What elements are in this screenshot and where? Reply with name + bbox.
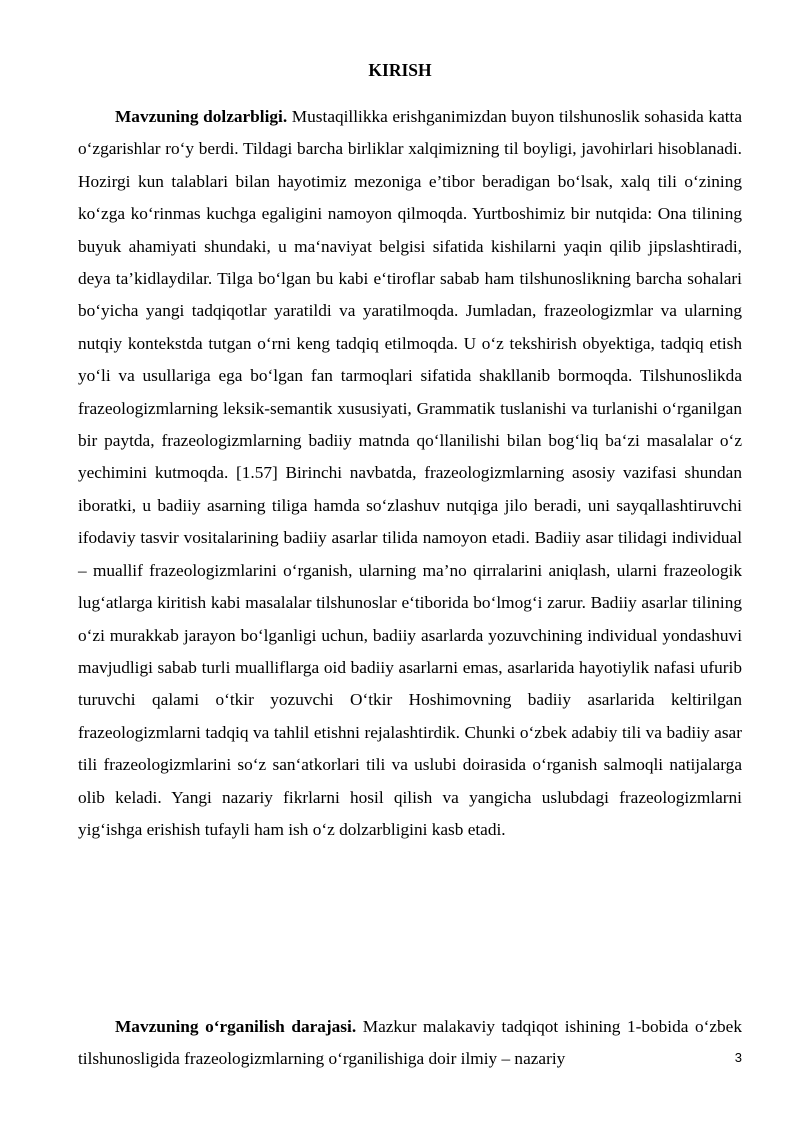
paragraph-relevance [78,101,742,846]
page-number: 3 [734,1050,742,1065]
paragraph-heading: Mavzuning dolzarbligi. [115,107,288,126]
paragraph-heading: Mavzuning o‘rganilish darajasi. [115,1017,357,1036]
paragraph-text: Mazkur malakaviy tadqiqot ishining 1-bobida o‘zbek tilshunosligida frazeologizmlarning o‘rganilishiga doir ilmiy – nazariy [78,1017,742,1069]
paragraph-study-level [78,1011,742,1076]
paragraph-text: Mustaqillikka erishganimizdan buyon tilshunoslik sohasida katta o‘zgarishlar ro‘y berdi. Tildagi barcha birliklar xalqimizning til boyligi, javohirlari hisoblanadi. Hozirgi kun talablari bilan hayotimiz mezoniga e’tibor beradigan bo‘lsak, xalq tili o‘zining ko‘zga ko‘rinmas kuchga egaligini namoyon qilmoqda. Yurtboshimiz bir nutqida: Ona tilining buyuk ahamiyati shundaki, u ma‘naviyat belgisi sifatida kishilarni yaqin qilib jipslashtiradi, deya ta’kidlaydilar. Tilga bo‘lgan bu kabi e‘tiroflar sabab ham tilshunoslikning barcha sohalari bo‘yicha yangi tadqiqotlar yaratildi va yaratilmoqda. Jumladan, frazeologizmlar va ularning nutqiy kontekstda tutgan o‘rni keng tadqiq etilmoqda. U o‘z tekshirish obyektiga, tadqiq etish yo‘li va usullariga ega bo‘lgan fan tarmoqlari sifatida shakllanib bormoqda. Tilshunoslikda frazeologizmlarning leksik-semantik xususiyati, Grammatik tuslanishi va turlanishi o‘rganilgan bir paytda, frazeologizmlarning badiiy matnda qo‘llanilishi bilan bog‘liq ba‘zi masalalar o‘z yechimini kutmoqda. [1.57] Birinchi navbatda, frazeologizmlarning asosiy vazifasi shundan iboratki, u badiiy asarning tiliga hamda so‘zlashuv nutqiga jilo beradi, uni sayqallashtiruvchi ifodaviy tasvir vositalarining badiiy asarlar tilida namoyon etadi. Badiiy asar tilidagi individual – muallif frazeologizmlarini o‘rganish, ularning ma’no qirralarini aniqlash, ularni frazeologik lug‘atlarga kiritish kabi masalalar tilshunoslar e‘tiborida bo‘lmog‘i zarur. Badiiy asarlar tilining o‘zi murakkab jarayon bo‘lganligi uchun, badiiy asarlarda yozuvchining individual yondashuvi mavjudligi sabab turli mualliflarga oid badiiy asarlarni emas, asarlarida hayotiylik nafasi ufurib turuvchi qalami o‘tkir yozuvchi O‘tkir Hoshimovning badiiy asarlarida keltirilgan frazeologizmlarni tadqiq va tahlil etishni rejalashtirdik. Chunki o‘zbek adabiy tili va badiiy asar tili frazeologizmlarini so‘z san‘atkorlari tili va uslubi doirasida o‘rganish salmoqli natijalarga olib keladi. Yangi nazariy fikrlarni hosil qilish va yangicha uslubdagi frazeologizmlarni yig‘ishga erishish tufayli ham ish o‘z dolzarbligini kasb etadi. [78,107,743,839]
page-title: KIRISH [368,60,432,80]
